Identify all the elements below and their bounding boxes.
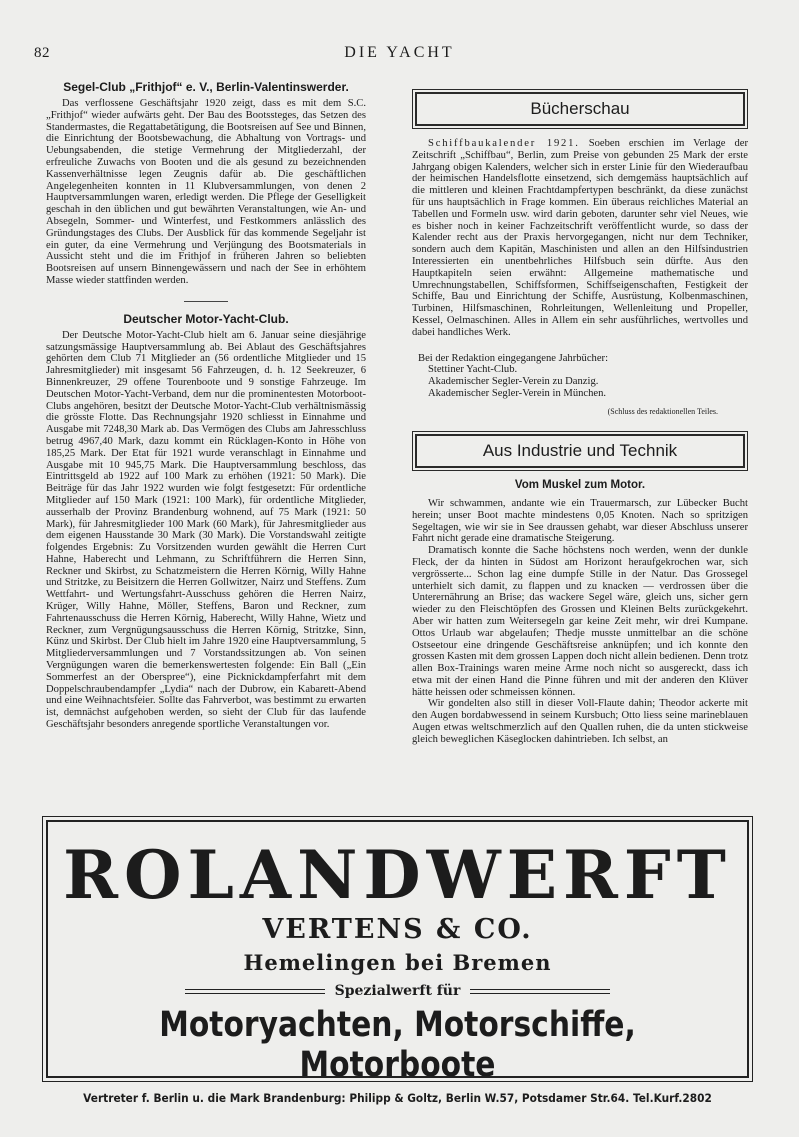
section-header-books: [415, 92, 745, 126]
article-title-dmyc: Deutscher Motor-Yacht-Club.: [123, 311, 289, 326]
book-review-body: Soeben erschien im Verlage der Zeitschrift „Schiffbau“, Berlin, zum Preise von gebunden 25 Mark der erste Jahrgang obigen Kalenders, welcher sich in erster Linie für den Wiederaufbau der heimischen Handelsflotte einsetzend, sich demgemäss hauptsächlich auf die mittleren und kleinen Frachtdampfertypen beschränkt, da diese zunächst für uns hauptsächlich in Frage kommen. Ein überaus reichliches Material an Tabellen und Formeln usw. wird darin geboten, darunter sehr viel Neues, wie es bisher noch in keiner Fachzeitschrift veröffentlicht wurde, so dass der Kalender recht aus der Praxis hervorgegangen, nicht nur dem Techniker, sondern auch dem Kapitän, Maschinisten und allen an den Hilfsindustrien Interessierten ein unentbehrliches Hilfsbuch sein dürfte. Aus den Hauptkapiteln seien erwähnt: Allgemeine mathematische und Umrechnungstabellen, Schiffsformen, Schiffseigenschaften, Festigkeit der Schiffe, Bau und Einrichtung der Schiffe, Ausrüstung, Kolbenmaschinen, Turbinen, Hilfsmaschinen, Rohrleitungen, Wellenleitung und Propeller, Kessel, Oelmaschinen. Alles in Allem ein sehr ausführliches, wertvolles und dabei handliches Werk.: [412, 138, 748, 338]
received-heading: Bei der Redaktion eingegangene Jahrbücher:: [418, 352, 609, 364]
article-body-dmyc: Der Deutsche Motor-Yacht-Club hielt am 6. Januar seine diesjährige satzungsmässige Hauptversammlung ab. Bei Ablaut des Geschäftsjahres gehörten dem Club 71 Mitglieder an (56 ordentliche Mitglieder und 15 Jahresmitglieder) mit insgesamt 56 Fahrzeugen, d. h. 12 Seekreuzer, 6 Binnenkreuzer, 29 offene Tourenboote und 9 sonstige Fahrzeuge. Im Deutschen Motor-Yacht-Verband, dem nur die prominentesten Motorboot-Clubs angehören, besitzt der Deutsche Motor-Yacht-Club verhältnismässig die grösste Flotte. Das Rechnungsjahr 1920 schliesst in Einnahme und Ausgabe mit 7248,30 Mark ab. Das Vermögen des Clubs am Jahresschluss betrug 4967,40 Mark, dazu kommt ein Rücklagen-Konto in Höhe von 185,25 Mark. Der Etat für 1921 wurde veranschlagt in Einnahme und Ausgabe mit 10 945,75 Mark. Die Hauptversammlung beschloss, das Eintrittsgeld ab 1922 auf 100 Mark zu erhöhen (1921: 50 Mark). Die Beiträge für das Jahr 1922 wurden wie folgt festgesetzt: Für ordentliche Mitglieder auf 150 Mark (1921: 100 Mark), für ordentliche Mitglieder, ausserhalb der Provinz Brandenburg wohnend, auf 75 Mark (1921: 50 Mark), für Jahresmitglieder 100 Mark (60 Mark), für Jahresmitglieder aus dem eigenen Hausstande 30 Mark (30 Mark). Die Vorstandswahl zeitigte folgendes Ergebnis: Zu Vorsitzenden wurden gewählt die Herren Curt Hahne, Haberecht und Lehmann, zu Schriftführern die Herren Sinn, Reckner und Skirbst, zu Schatzmeistern die Herren Körnig, Willy Hahne und Stritzke, zu Beisitzern die Herren Gollwitzer, Nairz und Steffens. Zum Wettfahrt- und Wertungsfahrt-Ausschuss gehören die Herren Nairz, Krüger, Willy Hahne, Möller, Steffens, Baron und Reckner, zum Fahrtenausschuss die Herren Körnig, Haberecht, Willy Hahne, Wietz und Reckner, zum Vergnügungsausschuss die Herren Körnig, Stritzke, Sinn, Künz und Skirbst. Der Club hielt im Jahre 1920 eine Hauptversammlung, 5 Mitgliederversammlungen und 7 Vorstandssitzungen ab. Von seinen Vergnügungen waren die bemerkenswertesten folgende: Ein Ball („Ein Sommerfest an der Oberspree“), eine Picknickdampferfahrt mit dem Doppelschraubendampfer „Lydia“ nach der Dubrow, ein Kabarett-Abend und eine Weihnachtsfeier. Sollte das Fahrverbot, was bestimmt zu erwarten ist, demnächst aufgehoben werden, so sieht der Club für das laufende Geschäftsjahr besonders anregende sportliche Veranstaltungen vor.: [46, 329, 366, 731]
left-column: [46, 80, 366, 731]
ad-decorative-line: [185, 989, 325, 994]
editorial-end-note: (Schluss des redaktionellen Teiles.: [607, 407, 718, 417]
ad-products: Motoryachten, Motorschiffe, Motorboote: [159, 1005, 636, 1085]
article-title-frithjof: Segel-Club „Frithjof“ e. V., Berlin-Valentinswerder.: [63, 80, 349, 94]
section-title-industry: Aus Industrie und Technik: [482, 441, 678, 461]
ad-location: Hemelingen bei Bremen: [243, 950, 552, 975]
received-item: Stettiner Yacht-Club.: [428, 364, 518, 376]
ad-agent-line: Vertreter f. Berlin u. die Mark Brandenburg: Philipp & Goltz, Berlin W.57, Potsdamer Str.64. Tel.Kurf.2802: [83, 1091, 712, 1105]
ad-specialty-label: Spezialwerft für: [334, 983, 461, 999]
article-subtitle-motor: Vom Muskel zum Motor.: [514, 479, 646, 492]
received-item: Akademischer Segler-Verein zu Danzig.: [428, 376, 599, 388]
book-review-lead: Schiffbaukalender 1921.: [428, 138, 580, 149]
received-item: Akademischer Segler-Verein in München.: [428, 388, 607, 400]
separator-rule: [184, 301, 228, 302]
received-yearbooks: [412, 353, 748, 401]
article-paragraph: Dramatisch konnte die Sache höchstens noch werden, wenn der dunkle Fleck, der da hinten in Südost am Horizont heraufgekrochen war, sich vergrösserte... Schon lag eine dumpfe Stille in der Natur. Das Grossegel unterhielt sich damit, zu flappen und zu knacken — verdrossen über die Unterernährung an Brise; das wackere Segel wäre, gleich uns, sicher gern wieder zu den Fleischtöpfen des Grossen und Kleinen Belts zurückgekehrt. Aber wir hatten zum Weitersegeln gar keine Zeit mehr, wir drei Kumpane. Ottos Urlaub war abgelaufen; Thedje musste unmittelbar an die schöne Ostseetour eine dringende Geschäftsreise anknüpfen; und ich konnte den grossen Kasten mit dem grossen Lappen doch nicht allein bedienen. Denn trotz allen Box-Trainings waren meine Arme noch nicht so ausgereckt, dass ich etwa mit der einen Hand die Pinne führen und mit der anderen den Klüver hätte heissen oder schmeissen können.: [412, 545, 748, 698]
page-number: 82: [34, 45, 50, 61]
ad-specialty: [48, 983, 747, 999]
ad-owner: VERTENS & CO.: [262, 914, 533, 945]
section-title-books: Bücherschau: [530, 99, 630, 119]
article-paragraph: Wir schwammen, andante wie ein Trauermarsch, zur Lübecker Bucht herein; unser Boot machte mindestens 0,05 Knoten. Nach so spritzigen Segeltagen, wie wir sie in See draussen gehabt, war dieser Abschluss unserer Fahrt nicht gerade eine dramatische Steigerung.: [412, 497, 748, 545]
article-paragraph: Wir gondelten also still in dieser Voll-Flaute dahin; Theodor ackerte mit den Augen bordabwessend in seinem Kursbuch; Otto liess seine marineblauen Augen etwas weltschmerzlich auf den Quallen ruhen, die da unten stickweise gleich beweglichen Käseglocken dahintrieben. Ich selbst, an: [412, 698, 748, 745]
ad-firm-name: ROLANDWERFT: [63, 836, 732, 914]
advertisement-rolandwerft: [46, 820, 749, 1105]
right-column: [412, 88, 748, 746]
book-review-text: [412, 138, 748, 339]
article-body-frithjof: Das verflossene Geschäftsjahr 1920 zeigt, dass es mit dem S.C. „Frithjof“ wieder aufwärts geht. Der Bau des Bootssteges, das Setzen des Standermastes, die Regattabetätigung, die Bootsreisen auf See und Binnen, die Einrichtung der Bootsbewachung, die Abhaltung von Vortrags- und Uebungsabenden, die stetige Vermehrung der Mitgliederzahl, der erfreuliche Zuwachs von Booten und die als gesund zu bezeichnenden Kassenverhältnisse legen Zeugnis dafür ab. Die geschäftlichen Angelegenheiten konnten in 11 Klubversammlungen, von denen 2 Hauptversammlungen waren, erledigt werden. Die Pflege der Geselligkeit geschah in den üblichen und gut bewährten Veranstaltungen, wie An- und Absegeln, Sommer- und Winterfest, und Festkommers anlässlich des Gründungstages des Clubs. Der Ausblick für das kommende Segeljahr ist ein guter, da eine Vermehrung und Verjüngung des Bootsmaterials in Aussicht steht und die im Frithjof in früheren Jahren so beliebten Bootsreisen auf unsern Binnengewässern und nach der See in erhöhtem Masse wieder stattfinden werden.: [46, 98, 366, 286]
ad-decorative-line: [470, 989, 610, 994]
running-head: DIE YACHT: [344, 44, 455, 61]
section-header-industry: [415, 434, 745, 468]
